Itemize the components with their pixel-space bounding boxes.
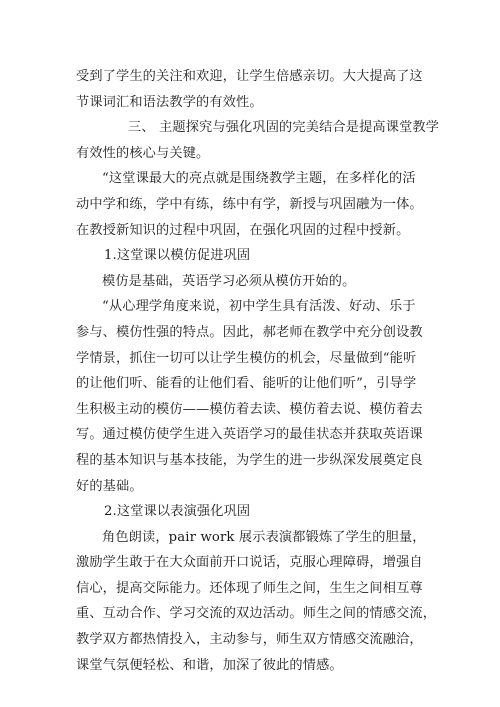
text-line: 写。通过模仿使学生进入英语学习的最佳状态并获取英语课 xyxy=(76,427,423,443)
text-line: 程的基本知识与基本技能，为学生的进一步纵深发展奠定良 xyxy=(76,452,423,468)
text-line: “这堂课最大的亮点就是围绕教学主题，在多样化的活 xyxy=(102,171,416,187)
text-line: 好的基础。 xyxy=(76,478,143,494)
text-line: 学情景，抓住一切可以让学生模仿的机会，尽量做到“能听 xyxy=(76,350,417,366)
text-line: 节课词汇和语法教学的有效性。 xyxy=(76,94,263,110)
text-line: 受到了学生的关注和欢迎，让学生倍感亲切。大大提高了这 xyxy=(76,69,423,84)
text-line: 教学双方都热情投入，主动参与，师生双方情感交流融洽， xyxy=(76,632,423,648)
text-line: 激励学生敢于在大众面前开口说话，克服心理障碍，增强自 xyxy=(76,555,423,571)
text-line: 参与、模仿性强的特点。因此，郝老师在教学中充分创设教 xyxy=(76,324,423,340)
text-line: 重、互动合作、学习交流的双边活动。师生之间的情感交流， xyxy=(76,606,437,622)
section-heading-continued: 有效性的核心与关键。 xyxy=(76,145,210,161)
section-heading: 三、 主题探究与强化巩固的完美结合是提高课堂教学 xyxy=(128,120,440,136)
document-body xyxy=(76,64,440,678)
text-line: 模仿是基础，英语学习必须从模仿开始的。 xyxy=(102,273,356,289)
text-line: 信心，提高交际能力。还体现了师生之间，生生之间相互尊 xyxy=(76,580,423,596)
text-line: 课堂气氛便轻松、和谐，加深了彼此的情感。 xyxy=(76,657,343,673)
text-line: 角色朗读，pair work 展示表演都锻炼了学生的胆量， xyxy=(102,529,426,545)
text-line: “从心理学角度来说，初中学生具有活泼、好动、乐于 xyxy=(102,299,416,315)
text-line: 的让他们听、能看的让他们看、能听的让他们听”，引导学 xyxy=(76,376,417,392)
text-line: 动中学和练，学中有练，练中有学，新授与巩固融为一体。 xyxy=(76,196,423,212)
subsection-heading: 2.这堂课以表演强化巩固 xyxy=(104,504,251,520)
text-line: 生积极主动的模仿——模仿着去读、模仿着去说、模仿着去 xyxy=(76,401,423,417)
text-line: 在教授新知识的过程中巩固，在强化巩固的过程中授新。 xyxy=(76,222,410,238)
subsection-heading: 1.这堂课以模仿促进巩固 xyxy=(104,248,251,264)
